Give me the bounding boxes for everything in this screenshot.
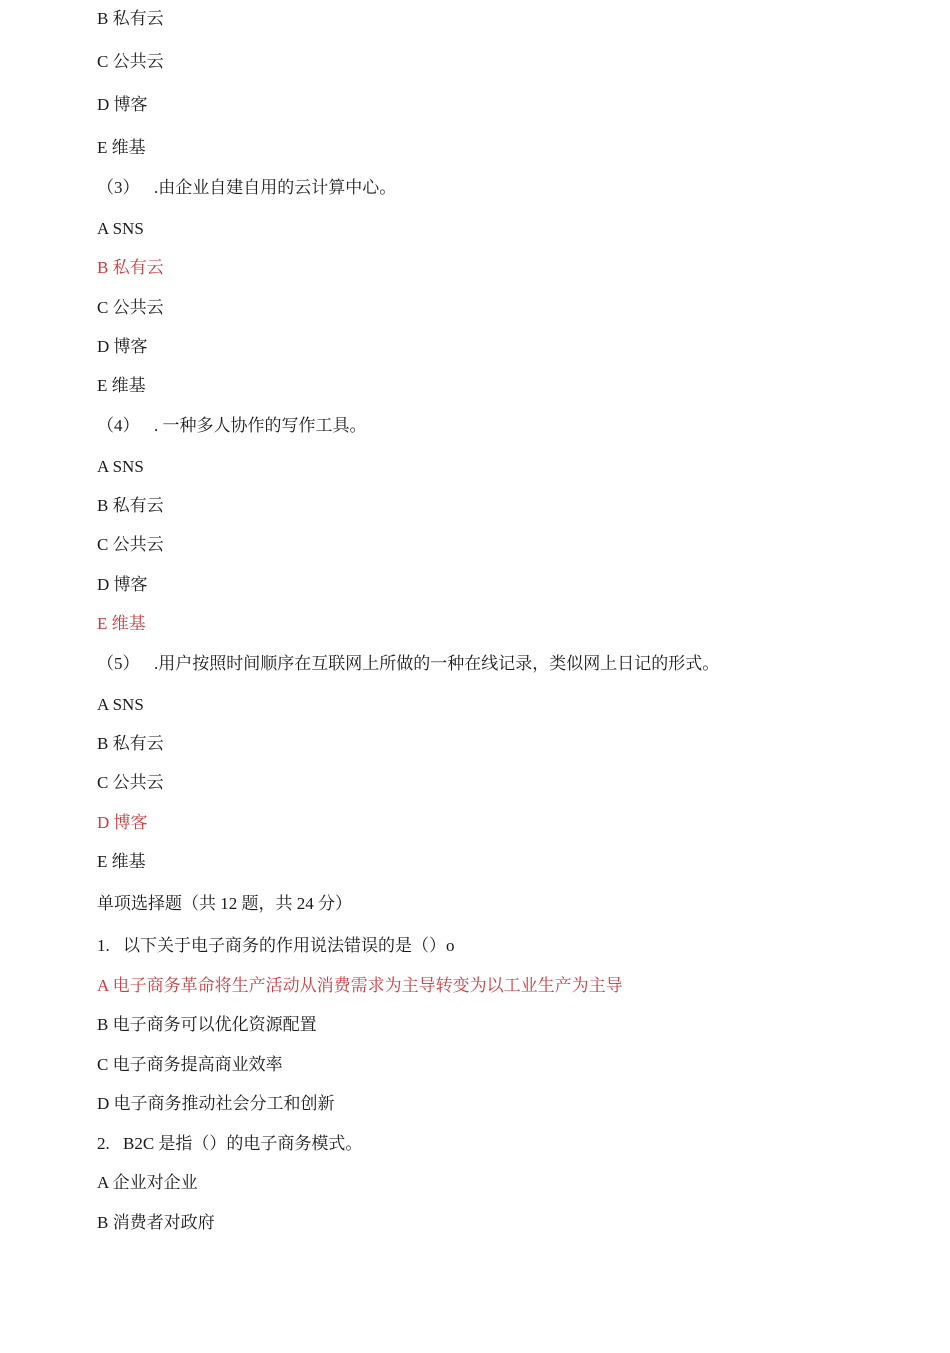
option-b-private-cloud: B 私有云 xyxy=(97,9,164,28)
question-3 xyxy=(97,177,396,199)
single-question-2 xyxy=(97,1133,362,1155)
question-4 xyxy=(97,415,367,437)
question-number: （4） xyxy=(97,416,140,435)
section-heading: 单项选择题（共 12 题，共 24 分） xyxy=(97,894,352,913)
question-text: . 一种多人协作的写作工具。 xyxy=(154,416,367,435)
option-c-public-cloud: C 公共云 xyxy=(97,535,164,554)
option-e-wiki-correct: E 维基 xyxy=(97,614,146,633)
option-d-blog: D 博客 xyxy=(97,95,148,114)
option-c: C 电子商务提高商业效率 xyxy=(97,1055,283,1074)
option-c-public-cloud: C 公共云 xyxy=(97,52,164,71)
option-c-public-cloud: C 公共云 xyxy=(97,773,164,792)
single-question-1 xyxy=(97,935,455,957)
option-c-public-cloud: C 公共云 xyxy=(97,298,164,317)
option-a-correct: A 电子商务革命将生产活动从消费需求为主导转变为以工业生产为主导 xyxy=(97,976,623,995)
option-b-private-cloud: B 私有云 xyxy=(97,496,164,515)
option-d-blog: D 博客 xyxy=(97,337,148,356)
question-text: 以下关于电子商务的作用说法错误的是（）o xyxy=(123,936,455,955)
question-number: （5） xyxy=(97,654,140,673)
question-text: .由企业自建自用的云计算中心。 xyxy=(154,178,397,197)
option-a-sns: A SNS xyxy=(97,219,144,238)
option-b-private-cloud: B 私有云 xyxy=(97,734,164,753)
question-text: .用户按照时间顺序在互联网上所做的一种在线记录，类似网上日记的形式。 xyxy=(154,654,720,673)
option-d-blog: D 博客 xyxy=(97,575,148,594)
question-number: 1. xyxy=(97,936,110,955)
option-d-blog-correct: D 博客 xyxy=(97,813,148,832)
option-a: A 企业对企业 xyxy=(97,1173,198,1192)
option-b: B 电子商务可以优化资源配置 xyxy=(97,1015,317,1034)
question-text: B2C 是指（）的电子商务模式。 xyxy=(123,1134,363,1153)
option-b: B 消费者对政府 xyxy=(97,1213,215,1232)
option-d: D 电子商务推动社会分工和创新 xyxy=(97,1094,335,1113)
option-e-wiki: E 维基 xyxy=(97,376,146,395)
option-a-sns: A SNS xyxy=(97,457,144,476)
option-e-wiki: E 维基 xyxy=(97,852,146,871)
question-5 xyxy=(97,653,719,675)
question-number: （3） xyxy=(97,178,140,197)
option-a-sns: A SNS xyxy=(97,695,144,714)
question-number: 2. xyxy=(97,1134,110,1153)
option-b-private-cloud-correct: B 私有云 xyxy=(97,258,164,277)
option-e-wiki: E 维基 xyxy=(97,138,146,157)
